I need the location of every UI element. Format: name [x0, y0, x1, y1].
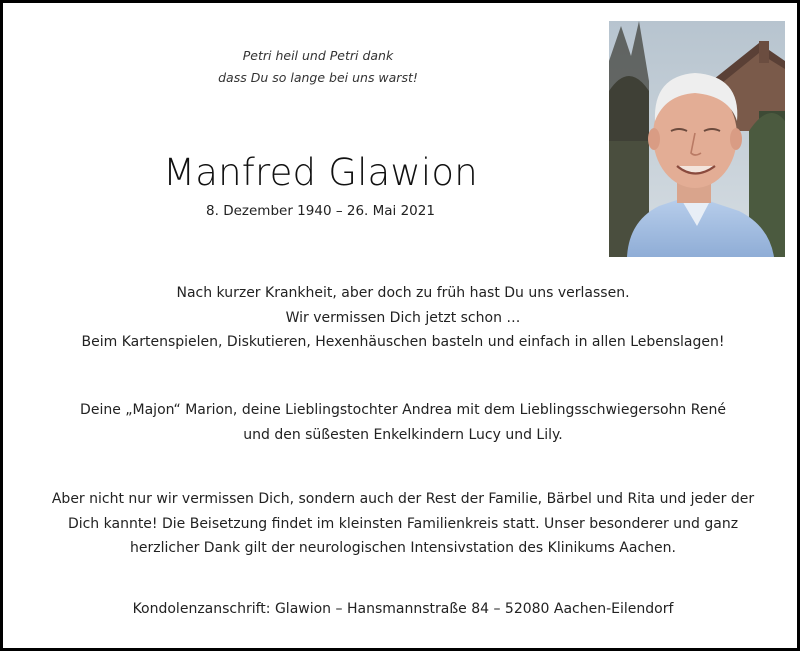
family-paragraph: [23, 398, 783, 447]
quote: [133, 45, 503, 89]
family-line: Deine „Majon“ Marion, deine Lieblingstochter Andrea mit dem Lieblingsschwiegersohn René: [80, 402, 726, 418]
closing-paragraph: [23, 487, 783, 561]
closing-line: Aber nicht nur wir vermissen Dich, sondern auch der Rest der Familie, Bärbel und Rita und jeder der: [51, 491, 755, 507]
deceased-name: Manfred Glawion: [163, 151, 478, 194]
quote-line-2: dass Du so lange bei uns warst!: [218, 70, 418, 85]
quote-line-1: Petri heil und Petri dank: [242, 48, 394, 63]
portrait-photo: [609, 21, 785, 257]
closing-line: herzlicher Dank gilt der neurologischen Intensivstation des Klinikums Aachen.: [130, 540, 676, 556]
life-dates: 8. Dezember 1940 – 26. Mai 2021: [206, 203, 435, 219]
condolence-address: Kondolenzanschrift: Glawion – Hansmannstraße 84 – 52080 Aachen-Eilendorf: [132, 601, 674, 617]
message-line: Beim Kartenspielen, Diskutieren, Hexenhäuschen basteln und einfach in allen Lebenslagen!: [81, 334, 725, 350]
message-line: Wir vermissen Dich jetzt schon …: [285, 309, 521, 326]
message-paragraph: [23, 281, 783, 355]
closing-line: Dich kannte! Die Beisetzung findet im kleinsten Familienkreis statt. Unser besonderer und ganz: [67, 515, 739, 532]
family-line: und den süßesten Enkelkindern Lucy und Lily.: [243, 426, 563, 443]
message-line: Nach kurzer Krankheit, aber doch zu früh hast Du uns verlassen.: [176, 285, 630, 301]
